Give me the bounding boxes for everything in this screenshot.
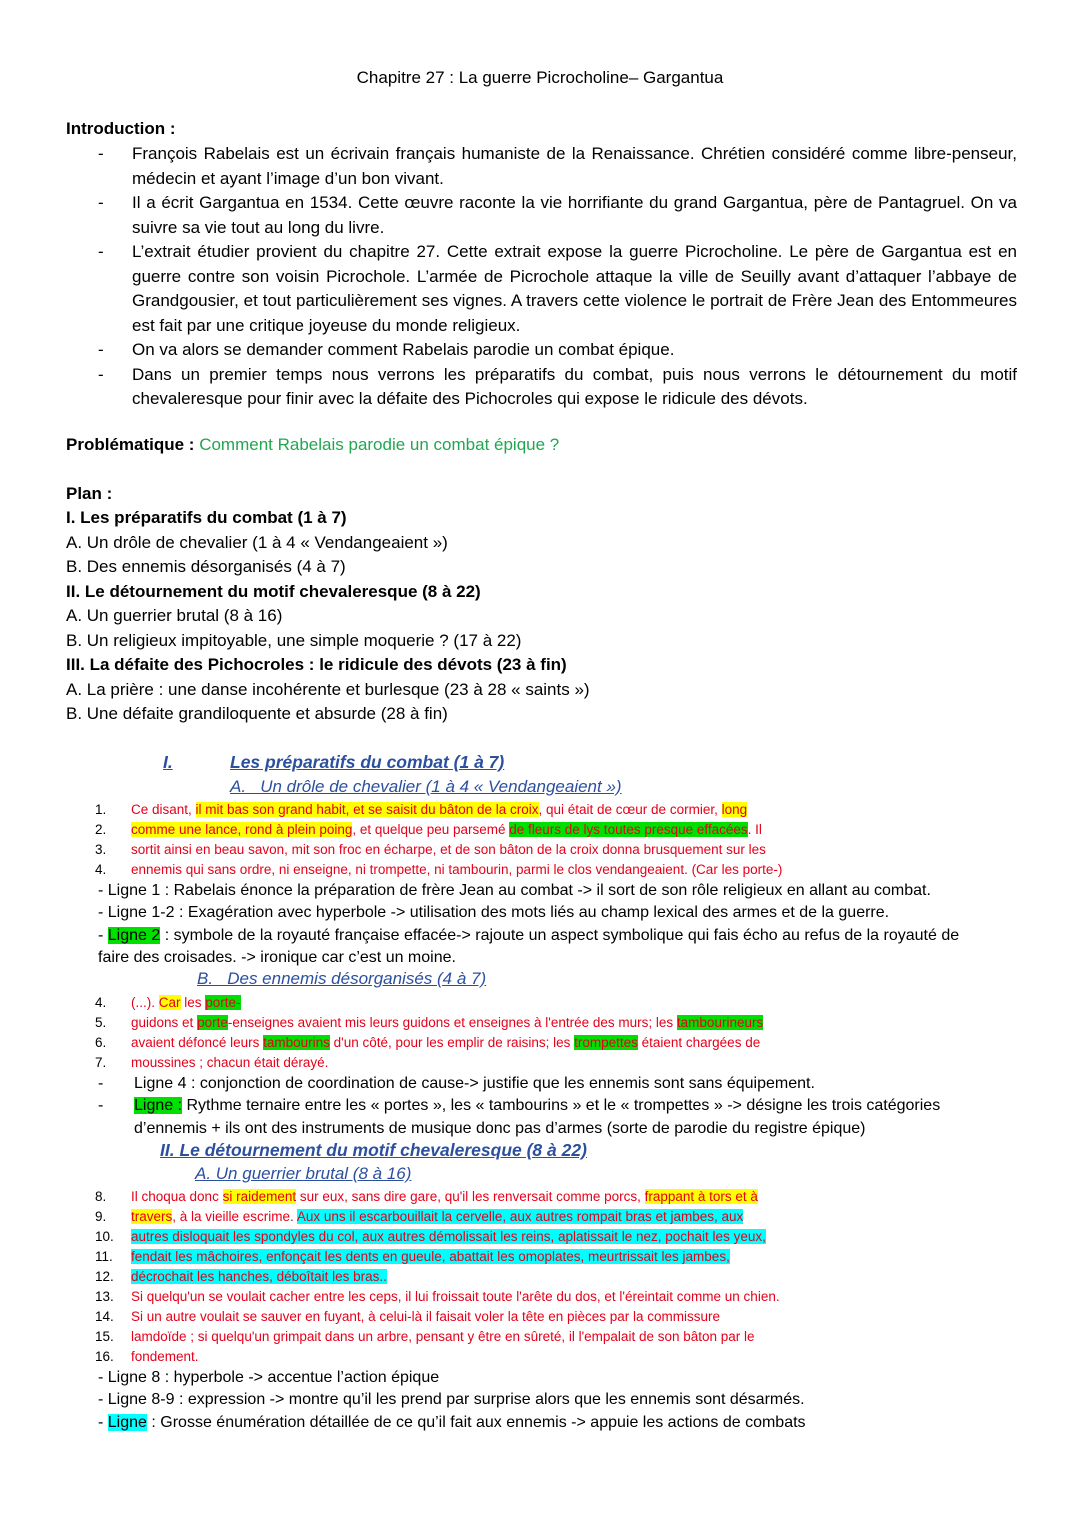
problematique-label: Problématique : bbox=[66, 435, 195, 454]
quote-text: (...). bbox=[131, 995, 159, 1010]
quote-line bbox=[95, 860, 782, 880]
quote-text: sur eux, sans dire gare, qu'il les renversait comme porcs, bbox=[296, 1189, 645, 1204]
note-text: : Grosse énumération détaillée de ce qu’il fait aux ennemis -> appuie les actions de combats bbox=[146, 1413, 806, 1431]
note-highlight: Ligne 2 bbox=[107, 926, 161, 944]
highlighted-text: porte- bbox=[205, 995, 241, 1010]
note-text: faire des croisades. -> ironique car c’est un moine. bbox=[98, 948, 456, 966]
note-text: Ligne 8 : hyperbole -> accentue l’action épique bbox=[107, 1369, 440, 1386]
line-number: 3. bbox=[95, 842, 107, 857]
line-number: 1. bbox=[95, 802, 107, 817]
intro-item: - François Rabelais est un écrivain français humaniste de la Renaissance. Chrétien considéré comme libre-penseur, médecin et ayant l’image d’un bon vivant. bbox=[92, 142, 1017, 191]
line-number: 5. bbox=[95, 1015, 107, 1030]
line-number: 14. bbox=[95, 1309, 114, 1324]
highlighted-text: décrochait les hanches, déboîtait les bras.. bbox=[131, 1269, 387, 1284]
highlighted-text: fendait les mâchoires, enfonçait les dents en gueule, abattait les omoplates, meurtrissait les jambes, bbox=[131, 1249, 730, 1264]
plan-line: A. Un guerrier brutal (8 à 16) bbox=[66, 606, 283, 625]
plan-line: A. Un drôle de chevalier (1 à 4 « Vendangeaient ») bbox=[66, 532, 448, 552]
plan-line: A. La prière : une danse incohérente et burlesque (23 à 28 « saints ») bbox=[66, 679, 590, 699]
highlighted-text: de fleurs de lys toutes presque effacées bbox=[509, 822, 748, 837]
quote-text: fondement. bbox=[131, 1349, 199, 1364]
note-text: Ligne 1-2 : Exagération avec hyperbole -> utilisation des mots liés au champ lexical des armes et de la guerre. bbox=[107, 904, 890, 922]
line-number: 11. bbox=[95, 1249, 113, 1264]
line-number: 13. bbox=[95, 1289, 114, 1304]
note-dash: - bbox=[98, 1413, 108, 1431]
note-dash: - bbox=[98, 926, 108, 944]
note-text: : symbole de la royauté française effacée-> rajoute un aspect symbolique qui fais écho au refus de la royauté de bbox=[160, 926, 960, 944]
intro-item: - On va alors se demander comment Rabelais parodie un combat épique. bbox=[92, 338, 1017, 363]
quote-line bbox=[95, 1227, 780, 1247]
line-number: 7. bbox=[95, 1055, 107, 1070]
quote-line bbox=[95, 1347, 780, 1367]
highlighted-text: travers bbox=[131, 1209, 173, 1224]
note-line bbox=[98, 1389, 1018, 1411]
note-line bbox=[98, 902, 1018, 924]
plan-line: I. Les préparatifs du combat (1 à 7) bbox=[66, 508, 347, 527]
note-text: Ligne 8-9 : expression -> montre qu’il les prend par surprise alors que les ennemis sont désarmés. bbox=[107, 1391, 805, 1409]
note-dash: - bbox=[98, 1369, 108, 1386]
part2-title: II. Le détournement du motif chevaleresque (8 à 22) bbox=[160, 1140, 587, 1160]
quote-line bbox=[95, 1187, 780, 1207]
quote-line bbox=[95, 1287, 780, 1307]
quote-text: les bbox=[180, 995, 206, 1010]
highlighted-text: frappant à tors et à bbox=[644, 1189, 758, 1204]
note-line bbox=[98, 1118, 1018, 1140]
part1-subB: B. Des ennemis désorganisés (4 à 7) bbox=[197, 969, 487, 988]
quote-text: . Il bbox=[747, 822, 762, 837]
quote-text: d'un côté, pour les emplir de raisins; les bbox=[329, 1035, 575, 1050]
line-number: 6. bbox=[95, 1035, 107, 1050]
quote-text: Si un autre voulait se sauver en fuyant, à celui-là il faisait voler la tête en pièces par la commissure bbox=[131, 1309, 721, 1324]
problematique bbox=[66, 433, 559, 458]
note-dash: - bbox=[98, 882, 108, 899]
highlighted-text: tambourins bbox=[263, 1035, 330, 1050]
plan-line: B. Un religieux impitoyable, une simple moquerie ? (17 à 22) bbox=[66, 630, 522, 650]
note-line bbox=[98, 880, 1018, 902]
line-number: 10. bbox=[95, 1229, 114, 1244]
quote-text: lamdoïde ; si quelqu'un grimpait dans un arbre, pensant y être en sûreté, il l'empalait de son bâton par le bbox=[131, 1329, 755, 1344]
quote-text: , à la vieille escrime. bbox=[172, 1209, 297, 1224]
highlighted-text: autres disloquait les spondyles du col, aux autres démolissait les reins, aplatissait le nez, pochait les yeux, bbox=[131, 1229, 766, 1244]
line-number: 4. bbox=[95, 995, 107, 1010]
plan-line: B. Une défaite grandiloquente et absurde (28 à fin) bbox=[66, 704, 448, 723]
quote-line bbox=[95, 840, 782, 860]
note-highlight: Ligne : bbox=[134, 1097, 183, 1115]
quote-line bbox=[95, 800, 782, 820]
line-number: 9. bbox=[95, 1209, 107, 1224]
part1-number: I. bbox=[163, 752, 173, 772]
bullet-dash: - bbox=[98, 1097, 104, 1115]
plan-line: B. Des ennemis désorganisés (4 à 7) bbox=[66, 557, 346, 576]
quote-text: , et quelque peu parsemé bbox=[352, 822, 510, 837]
quote-text: guidons et bbox=[131, 1015, 198, 1030]
note-line bbox=[98, 1367, 1018, 1389]
note-line bbox=[98, 947, 1018, 969]
quote-text: sortit ainsi en beau savon, mit son froc en écharpe, et de son bâton de la croix donna brusquement sur les bbox=[131, 842, 766, 857]
quote-line bbox=[95, 993, 763, 1013]
quote-text: moussines ; chacun était dérayé. bbox=[131, 1055, 329, 1070]
note-text: Rythme ternaire entre les « portes », les « tambourins » et le « trompettes » -> désigne les trois catégories bbox=[182, 1097, 941, 1115]
quote-text: Si quelqu'un se voulait cacher entre les ceps, il lui froissait toute l'arête du dos, et l'éreintait comme un chien. bbox=[131, 1289, 780, 1304]
note-line bbox=[98, 925, 1018, 947]
highlighted-text: Aux uns il escarbouillait la cervelle, aux autres rompait bras et jambes, aux bbox=[296, 1209, 744, 1224]
page-title: Chapitre 27 : La guerre Picrocholine– Gargantua bbox=[356, 68, 724, 87]
intro-heading: Introduction : bbox=[66, 119, 176, 138]
highlighted-text: il mit bas son grand habit, et se saisit du bâton de la croix bbox=[195, 802, 539, 817]
highlighted-text: tambourineurs bbox=[676, 1015, 764, 1030]
notes-block-a bbox=[98, 880, 1018, 969]
note-line bbox=[98, 1095, 1018, 1117]
highlighted-text: Car bbox=[158, 995, 181, 1010]
plan-line: III. La défaite des Pichocroles : le ridicule des dévots (23 à fin) bbox=[66, 655, 567, 674]
part2-subA: A. Un guerrier brutal (8 à 16) bbox=[195, 1164, 412, 1183]
note-line bbox=[98, 1073, 1018, 1095]
quote-text: ennemis qui sans ordre, ni enseigne, ni trompette, ni tambourin, parmi le clos vendangeaient. (Car les porte-) bbox=[131, 862, 783, 877]
quote-text: Il choqua donc bbox=[131, 1189, 223, 1204]
quote-line bbox=[95, 1013, 763, 1033]
intro-list bbox=[92, 142, 1017, 412]
intro-item: - Dans un premier temps nous verrons les préparatifs du combat, puis nous verrons le détournement du motif chevaleresque pour finir avec la défaite des Pichocroles qui expose le ridicule des dévots. bbox=[92, 363, 1017, 412]
quote-text: -enseignes avaient mis leurs guidons et enseignes à l'entrée des murs; les bbox=[227, 1015, 677, 1030]
plan-list bbox=[66, 506, 590, 727]
note-dash: - bbox=[98, 904, 108, 922]
highlighted-text: comme une lance, rond à plein poing bbox=[131, 822, 353, 837]
line-number: 12. bbox=[95, 1269, 114, 1284]
highlighted-text: si raidement bbox=[222, 1189, 297, 1204]
quote-line bbox=[95, 1327, 780, 1347]
quote-line bbox=[95, 1033, 763, 1053]
part1-title: Les préparatifs du combat (1 à 7) bbox=[230, 752, 505, 772]
quote-block-a bbox=[95, 800, 782, 880]
quote-line bbox=[95, 1307, 780, 1327]
quote-text: avaient défoncé leurs bbox=[131, 1035, 264, 1050]
note-text: Ligne 4 : conjonction de coordination de cause-> justifie que les ennemis sont sans équipement. bbox=[134, 1075, 815, 1092]
note-text: d’ennemis + ils ont des instruments de musique donc pas d’armes (sorte de parodie du registre épique) bbox=[134, 1119, 866, 1137]
quote-line bbox=[95, 820, 782, 840]
note-highlight: Ligne bbox=[107, 1413, 147, 1431]
highlighted-text: long bbox=[721, 802, 748, 817]
quote-line bbox=[95, 1207, 780, 1227]
intro-item: - Il a écrit Gargantua en 1534. Cette œuvre raconte la vie horrifiante du grand Gargantua, père de Pantagruel. On va suivre sa vie tout au long du livre. bbox=[92, 191, 1017, 240]
quote-block-c bbox=[95, 1187, 780, 1367]
quote-line bbox=[95, 1267, 780, 1287]
quote-line bbox=[95, 1247, 780, 1267]
quote-line bbox=[95, 1053, 763, 1073]
note-dash: - bbox=[98, 1391, 108, 1409]
plan-line: II. Le détournement du motif chevaleresque (8 à 22) bbox=[66, 581, 481, 601]
quote-block-b bbox=[95, 993, 763, 1073]
note-line bbox=[98, 1412, 1018, 1434]
line-number: 4. bbox=[95, 862, 107, 877]
intro-item: - L’extrait étudier provient du chapitre 27. Cette extrait expose la guerre Picrocholine. Le père de Gargantua est en guerre contre son voisin Picrochole. L’armée de Picrochole attaque la ville de Seuilly avant d’attaquer l’abbaye de Grandgousier, et tout particulièrement ses vignes. A travers cette violence le portrait de Frère Jean des Entommeures est fait par une critique joyeuse du monde religieux. bbox=[92, 240, 1017, 338]
problematique-text: Comment Rabelais parodie un combat épique ? bbox=[199, 435, 560, 454]
part1-subA: A. Un drôle de chevalier (1 à 4 « Vendangeaient ») bbox=[230, 777, 622, 796]
quote-text: étaient chargées de bbox=[637, 1035, 761, 1050]
notes-block-c bbox=[98, 1367, 1018, 1434]
plan-heading: Plan : bbox=[66, 484, 113, 503]
line-number: 15. bbox=[95, 1329, 114, 1344]
line-number: 16. bbox=[95, 1349, 114, 1364]
highlighted-text: porte bbox=[197, 1015, 228, 1030]
line-number: 2. bbox=[95, 822, 107, 837]
line-number: 8. bbox=[95, 1189, 107, 1204]
note-text: Ligne 1 : Rabelais énonce la préparation de frère Jean au combat -> il sort de son rôle religieux en allant au combat. bbox=[107, 882, 931, 899]
notes-block-b bbox=[98, 1073, 1018, 1140]
bullet-dash: - bbox=[98, 1075, 104, 1092]
quote-text: , qui était de cœur de cormier, bbox=[538, 802, 722, 817]
highlighted-text: trompettes bbox=[574, 1035, 638, 1050]
quote-text: Ce disant, bbox=[131, 802, 196, 817]
